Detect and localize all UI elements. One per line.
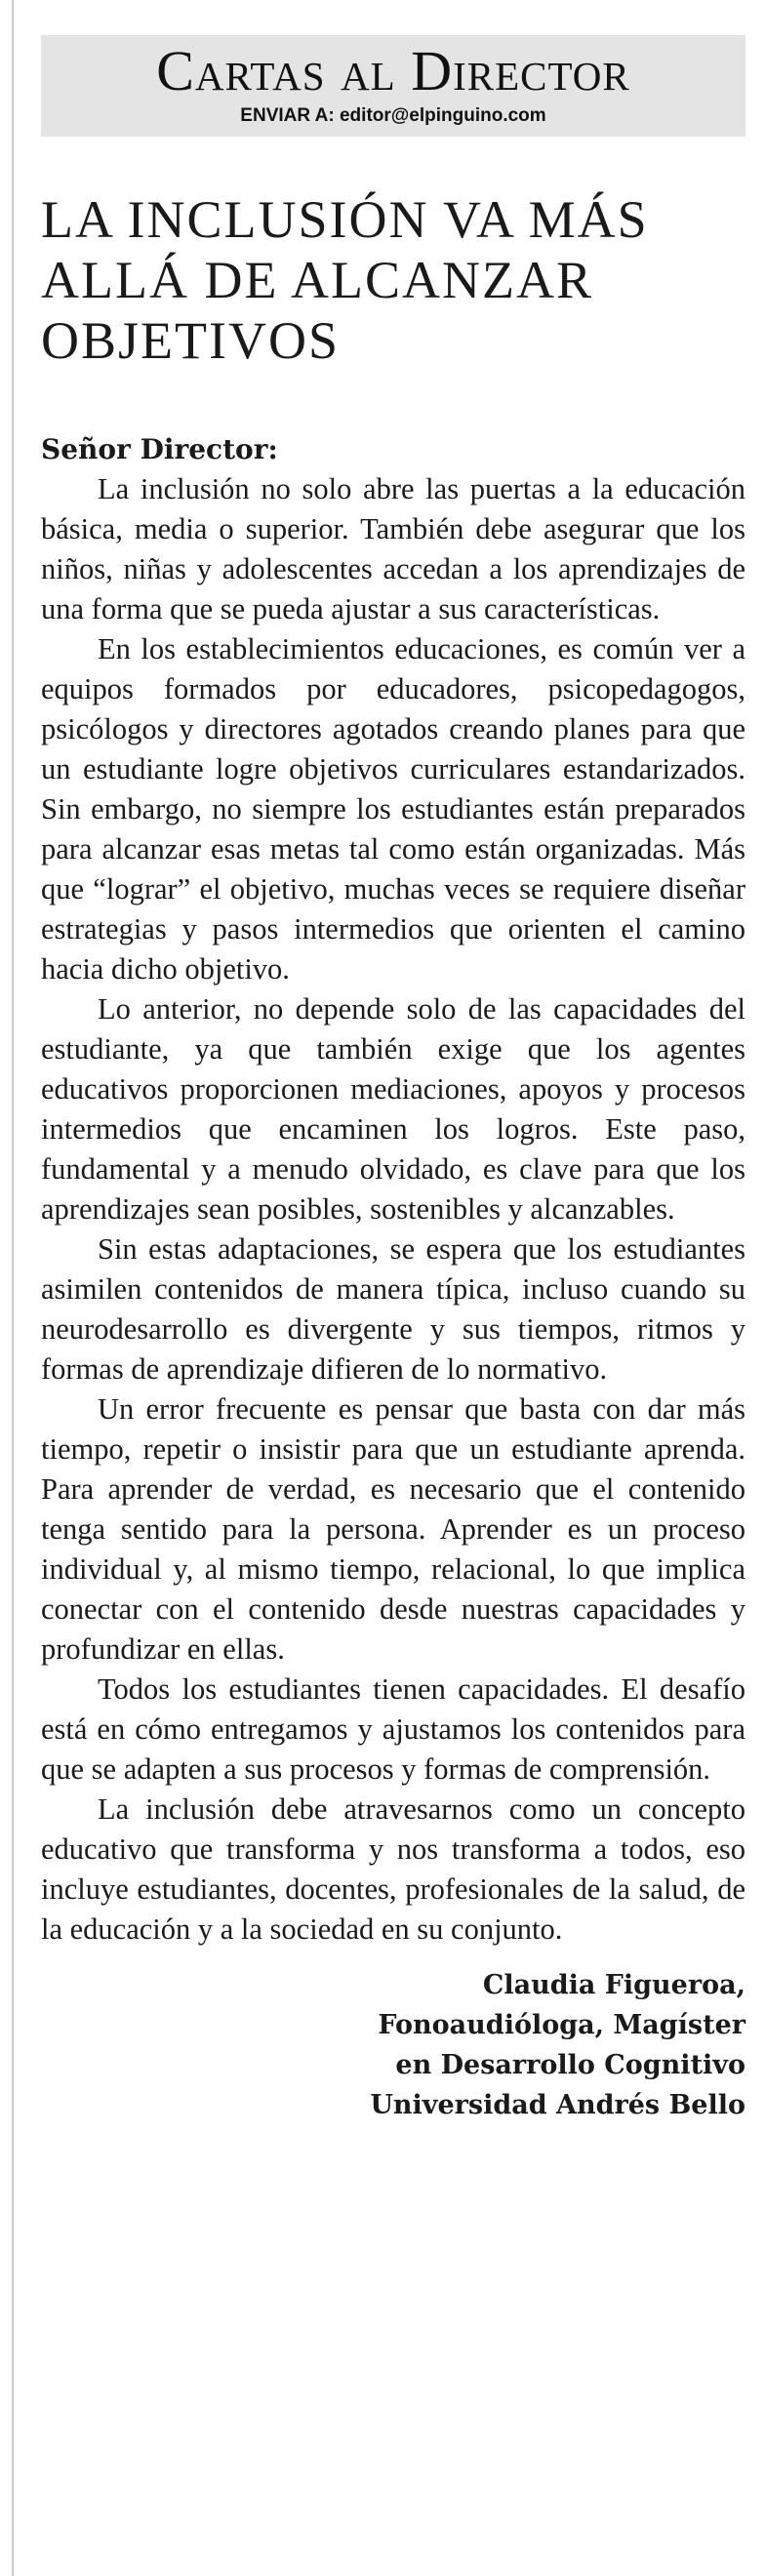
paragraph: En los establecimientos educaciones, es común ver a equipos formados por educadores, psicopedagogos, psicólogos y directores agotados creando planes para que un estudiante logre objetivos curriculares estandarizados. Sin embargo, no siempre los estudiantes están preparados para alcanzar esas metas tal como están organizadas. Más que “lograr” el objetivo, muchas veces se requiere diseñar estrategias y pasos intermedios que orienten el camino hacia dicho objetivo. — [41, 632, 745, 986]
paragraph: Lo anterior, no depende solo de las capacidades del estudiante, ya que también exige que los agentes educativos proporcionen mediaciones, apoyos y procesos intermedios que encaminen los logros. Este paso, fundamental y a menudo olvidado, es clave para que los aprendizajes sean posibles, sostenibles y alcanzables. — [41, 992, 745, 1226]
author-title: Fonoaudióloga, Magíster — [378, 2010, 745, 2040]
column-rule — [12, 0, 14, 2576]
section-title: Cartas al Director — [156, 39, 630, 102]
author-name: Claudia Figueroa, — [482, 1970, 745, 2000]
paragraph: La inclusión no solo abre las puertas a la educación básica, media o superior. También debe asegurar que los niños, niñas y adolescentes accedan a los aprendizajes de una forma que se pueda ajustar a sus características. — [41, 472, 745, 625]
paragraph: Un error frecuente es pensar que basta con dar más tiempo, repetir o insistir para que un estudiante aprenda. Para aprender de verdad, es necesario que el contenido tenga sentido para la persona. Aprender es un proceso individual y, al mismo tiempo, relacional, lo que implica conectar con el contenido desde nuestras capacidades y profundizar en ellas. — [41, 1392, 745, 1666]
author-institution: Universidad Andrés Bello — [370, 2090, 745, 2120]
paragraph: Todos los estudiantes tienen capacidades. El desafío está en cómo entregamos y ajustamos los contenidos para que se adapten a sus procesos y formas de comprensión. — [41, 1672, 745, 1786]
salutation: Señor Director: — [41, 433, 278, 465]
paragraph: La inclusión debe atravesarnos como un concepto educativo que transforma y nos transforma a todos, eso incluye estudiantes, docentes, profesionales de la salud, de la educación y a la sociedad en su conjunto. — [41, 1792, 745, 1946]
letter-headline: LA INCLUSIÓN VA MÁS ALLÁ DE ALCANZAR OBJETIVOS — [41, 190, 649, 370]
letters-page — [41, 35, 745, 2125]
submission-email-line: ENVIAR A: editor@elpinguino.com — [240, 105, 546, 126]
paragraph: Sin estas adaptaciones, se espera que los estudiantes asimilen contenidos de manera típica, incluso cuando su neurodesarrollo es divergente y sus tiempos, ritmos y formas de aprendizaje difieren de lo normativo. — [41, 1232, 745, 1386]
letter-body — [41, 429, 745, 1950]
author-degree: en Desarrollo Cognitivo — [395, 2050, 745, 2080]
section-masthead — [41, 35, 745, 137]
signature-block — [41, 1965, 745, 2125]
